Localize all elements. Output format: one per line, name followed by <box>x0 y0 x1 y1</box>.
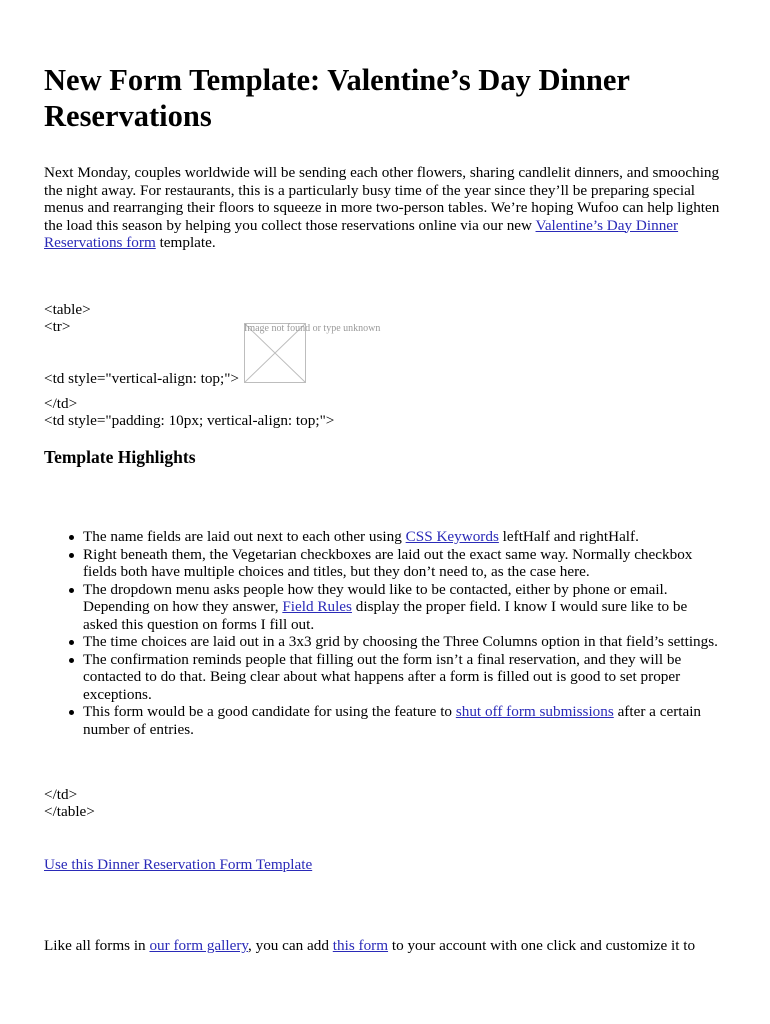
image-missing-text: Image not found or type unknown <box>244 323 381 334</box>
bullet-icon <box>69 658 74 663</box>
form-gallery-link[interactable]: our form gallery <box>149 937 248 954</box>
bullet-icon <box>69 553 74 558</box>
highlights-heading: Template Highlights <box>44 447 196 467</box>
list-item-text: display the proper field. I know I would sure like to be asked this question on forms I fill out. <box>83 598 688 633</box>
intro-text: Next Monday, couples worldwide will be sending each other flowers, sharing candlelit dinners, and smooching the night away. For restaurants, this is a particularly busy time of the year since they’ll be preparing special menus and rearranging their floors to squeeze in more two-person tables. We’re hoping Wufoo can help lighten the load this season by helping you collect those reservations online via our new <box>44 164 720 234</box>
closing-text: , you can add <box>248 937 333 954</box>
intro-paragraph <box>44 164 730 252</box>
list-item-text: after a certain number of entries. <box>83 703 702 738</box>
list-item <box>83 651 723 704</box>
css-keywords-link[interactable]: CSS Keywords <box>405 528 499 545</box>
code-td-valign: <td style="vertical-align: top;"> <box>44 370 239 387</box>
use-template-link[interactable]: Use this Dinner Reservation Form Template <box>44 856 313 873</box>
list-item <box>83 581 723 634</box>
this-form-link[interactable]: this form <box>332 937 389 954</box>
list-item <box>83 528 723 546</box>
bullet-icon <box>69 640 74 645</box>
code-table-close: </table> <box>44 803 95 820</box>
list-item-text: The confirmation reminds people that filling out the form isn’t a final reservation, and they will be contacted to do that. Being clear about what happens after a form is filled out is good to set proper exceptions. <box>83 650 682 703</box>
field-rules-link[interactable]: Field Rules <box>282 598 352 615</box>
list-item <box>83 703 723 738</box>
template-link-paragraph <box>44 856 312 874</box>
list-item-text: leftHalf and rightHalf. <box>498 528 639 545</box>
closing-paragraph <box>44 937 730 955</box>
list-item <box>83 633 723 651</box>
intro-after-text: template. <box>155 234 216 251</box>
bullet-icon <box>69 535 74 540</box>
closing-text: Like all forms in <box>44 937 150 954</box>
list-item-text: Right beneath them, the Vegetarian checkboxes are laid out the exact same way. Normally checkbox fields both have multiple choices and titles, but they don’t need to, as the case here. <box>83 545 693 580</box>
code-td-close: </td> <box>44 395 78 412</box>
list-item-text: The dropdown menu asks people how they would like to be contacted, either by phone or email. Depending on how they answer, <box>83 580 668 615</box>
highlights-list <box>44 528 723 738</box>
valentines-form-link[interactable]: Valentine’s Day Dinner Reservations form <box>44 216 679 251</box>
code-td-close-2: </td> <box>44 786 78 803</box>
list-item-text: This form would be a good candidate for using the feature to <box>83 703 456 720</box>
list-item-text: The time choices are laid out in a 3x3 grid by choosing the Three Columns option in that field’s settings. <box>83 633 718 650</box>
closing-text: to your account with one click and customize it to <box>388 937 696 954</box>
shut-off-submissions-link[interactable]: shut off form submissions <box>455 703 614 720</box>
list-item-text: The name fields are laid out next to each other using <box>83 528 406 545</box>
page-title: New Form Template: Valentine’s Day Dinner Reservations <box>44 63 630 133</box>
code-td-padding: <td style="padding: 10px; vertical-align: top;"> <box>44 412 335 429</box>
list-item <box>83 546 723 581</box>
bullet-icon <box>69 588 74 593</box>
bullet-icon <box>69 710 74 715</box>
code-table-open: <table> <box>44 301 91 318</box>
code-tr-open: <tr> <box>44 318 71 335</box>
